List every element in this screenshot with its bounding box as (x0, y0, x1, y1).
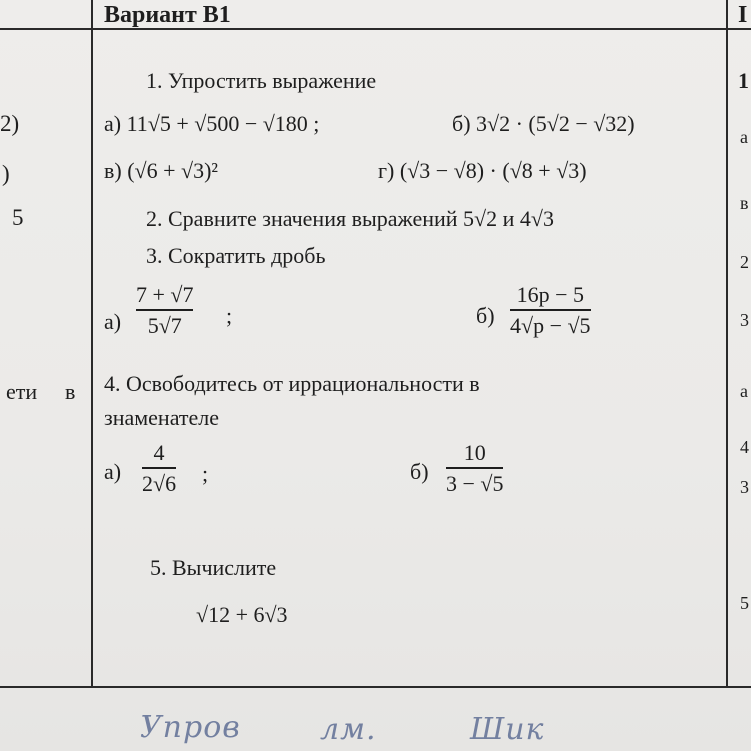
right-fragment: 5 (740, 593, 749, 613)
handwritten-note: Упров (140, 710, 241, 745)
task4-a-denominator: 2√6 (142, 470, 177, 496)
task1-item-b: б) 3√2 · (5√2 − √32) (452, 111, 635, 136)
task5-title: 5. Вычислите (150, 555, 277, 580)
task1-item-v: в) (√6 + √3)² (104, 158, 219, 183)
right-fragment: 4 (740, 437, 749, 457)
task4-b-fraction (446, 442, 503, 495)
fraction-bar (446, 467, 503, 469)
handwritten-note: Шик (470, 712, 545, 747)
task4-a-fraction (142, 442, 176, 495)
right-fragment: а (740, 127, 748, 147)
task3-b-numerator: 16p − 5 (516, 282, 584, 307)
task4-a-numerator: 4 (153, 440, 165, 465)
task4-line1: 4. Освободитесь от иррациональности в (104, 371, 480, 396)
task3-a-numerator: 7 + √7 (136, 282, 194, 307)
task3-a-label: а) (104, 309, 122, 334)
left-fragment: в (65, 379, 76, 404)
right-fragment: 1 (738, 68, 749, 93)
right-fragment: 3 (740, 310, 749, 330)
task3-title: 3. Сократить дробь (146, 243, 326, 268)
left-fragment: 5 (12, 205, 24, 230)
task5-expression: √12 + 6√3 (196, 602, 288, 627)
task4-b-label: б) (410, 459, 429, 484)
task1-item-a: а) 11√5 + √500 − √180 ; (104, 111, 320, 136)
task4-b-denominator: 3 − √5 (446, 470, 504, 496)
task3-b-denominator: 4√p − √5 (510, 312, 591, 338)
variant-title: Вариант В1 (104, 2, 231, 28)
left-fragment: ) (2, 161, 10, 186)
task4-line2: знаменателе (104, 405, 220, 430)
header-row-border (0, 28, 751, 30)
right-fragment: 3 (740, 477, 749, 497)
left-column-border (91, 0, 93, 688)
right-column-border (726, 0, 728, 688)
right-fragment: в (740, 193, 749, 213)
left-fragment: ети (6, 379, 38, 404)
task4-a-label: а) (104, 459, 122, 484)
fraction-bar (142, 467, 176, 469)
task3-a-denominator: 5√7 (147, 312, 182, 338)
task3-a-suffix: ; (226, 303, 233, 328)
task3-a-fraction (136, 284, 193, 337)
left-fragment: 2) (0, 111, 20, 136)
task1-title: 1. Упростить выражение (146, 68, 377, 93)
task3-b-label: б) (476, 303, 495, 328)
right-fragment: а (740, 381, 748, 401)
task4-b-numerator: 10 (463, 440, 486, 465)
fraction-bar (510, 309, 591, 311)
next-column-header-fragment: I (738, 2, 748, 28)
right-fragment: 2 (740, 252, 749, 272)
handwritten-note: лм. (320, 712, 377, 747)
fraction-bar (136, 309, 193, 311)
table-bottom-border (0, 686, 751, 688)
task2-title: 2. Сравните значения выражений 5√2 и 4√3 (146, 206, 554, 231)
task1-item-g: г) (√3 − √8) · (√8 + √3) (378, 158, 587, 183)
task4-a-suffix: ; (202, 461, 209, 486)
task3-b-fraction (510, 284, 591, 337)
